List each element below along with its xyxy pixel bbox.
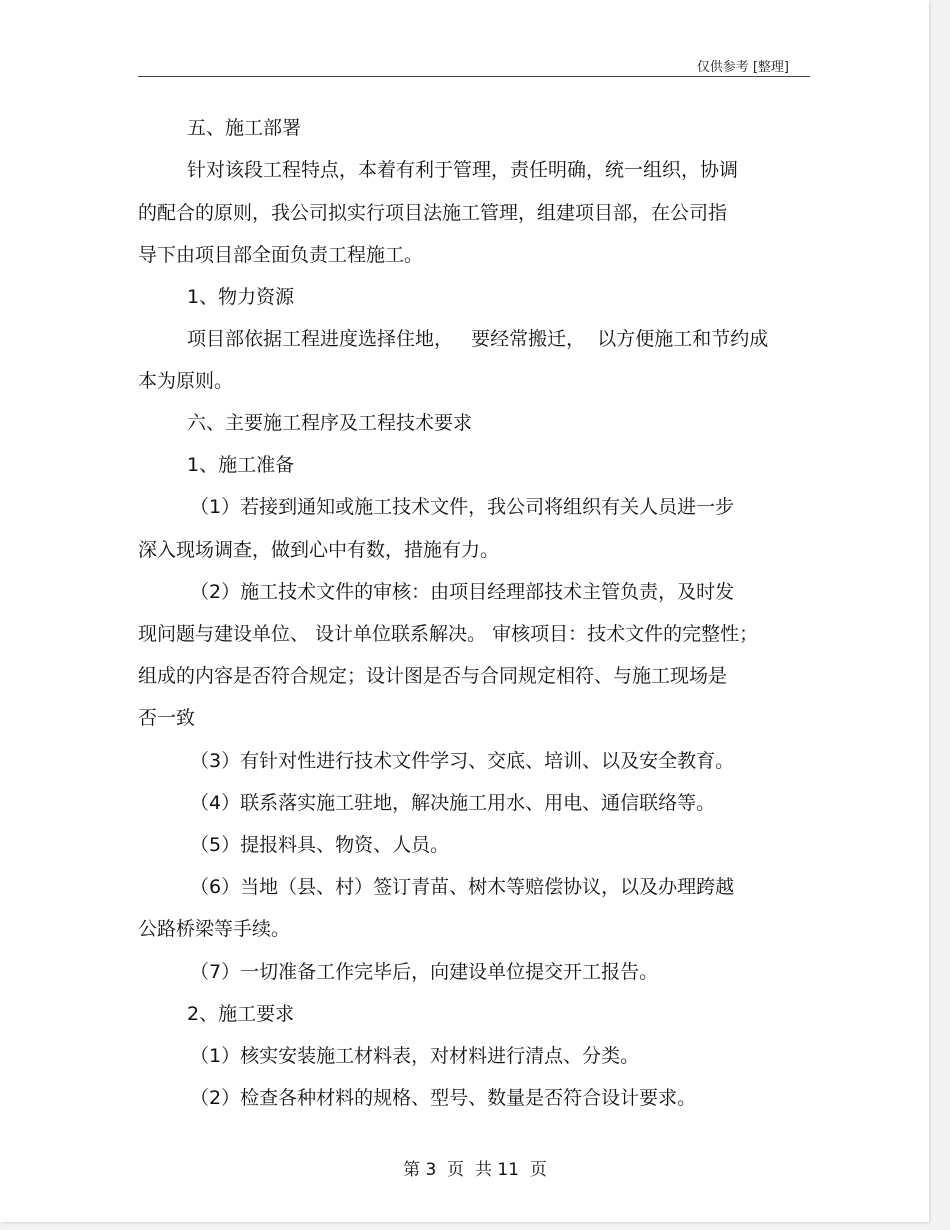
page-header: 仅供参考 [整理] [696, 60, 789, 75]
paragraph-line: 否一致 [138, 707, 196, 729]
list-item: （1）若接到通知或施工技术文件，我公司将组织有关人员进一步 [190, 496, 735, 518]
paragraph-line: 组成的内容是否符合规定；设计图是否与合同规定相符、与施工现场是 [138, 665, 728, 687]
header-rule [138, 76, 810, 77]
list-item: （2）检查各种材料的规格、型号、数量是否符合设计要求。 [190, 1087, 697, 1109]
paragraph-line: 针对该段工程特点，本着有利于管理，责任明确，统一组织，协调 [187, 159, 739, 181]
paragraph-line: 项目部依据工程进度选择住地， 要经常搬迁， 以方便施工和节约成 [187, 328, 769, 350]
paragraph-line: 现问题与建设单位、 设计单位联系解决。 审核项目：技术文件的完整性； [138, 623, 759, 645]
subsection-heading: 2、施工要求 [187, 1003, 295, 1025]
list-item: （2）施工技术文件的审核：由项目经理部技术主管负责，及时发 [190, 581, 735, 603]
section-heading: 六、主要施工程序及工程技术要求 [187, 412, 473, 434]
list-item: （1）核实安装施工材料表，对材料进行清点、分类。 [190, 1045, 640, 1067]
section-heading: 五、施工部署 [187, 117, 302, 139]
paragraph-line: 导下由项目部全面负责工程施工。 [138, 244, 424, 266]
list-item: （4）联系落实施工驻地，解决施工用水、用电、通信联络等。 [190, 792, 716, 814]
paragraph-line: 公路桥梁等手续。 [138, 918, 291, 940]
list-item: （5）提报料具、物资、人员。 [190, 834, 450, 856]
paragraph-line: 深入现场调查，做到心中有数，措施有力。 [138, 539, 500, 561]
paragraph-line: 的配合的原则，我公司拟实行项目法施工管理，组建项目部，在公司指 [138, 202, 728, 224]
subsection-heading: 1、物力资源 [187, 286, 295, 308]
list-item: （7）一切准备工作完毕后，向建设单位提交开工报告。 [190, 961, 659, 983]
list-item: （3）有针对性进行技术文件学习、交底、培训、以及安全教育。 [190, 750, 735, 772]
page-footer: 第 3 页 共 11 页 [403, 1160, 547, 1180]
subsection-heading: 1、施工准备 [187, 454, 295, 476]
paragraph-line: 本为原则。 [138, 370, 234, 392]
list-item: （6）当地（县、村）签订青苗、树木等赔偿协议，以及办理跨越 [190, 876, 735, 898]
